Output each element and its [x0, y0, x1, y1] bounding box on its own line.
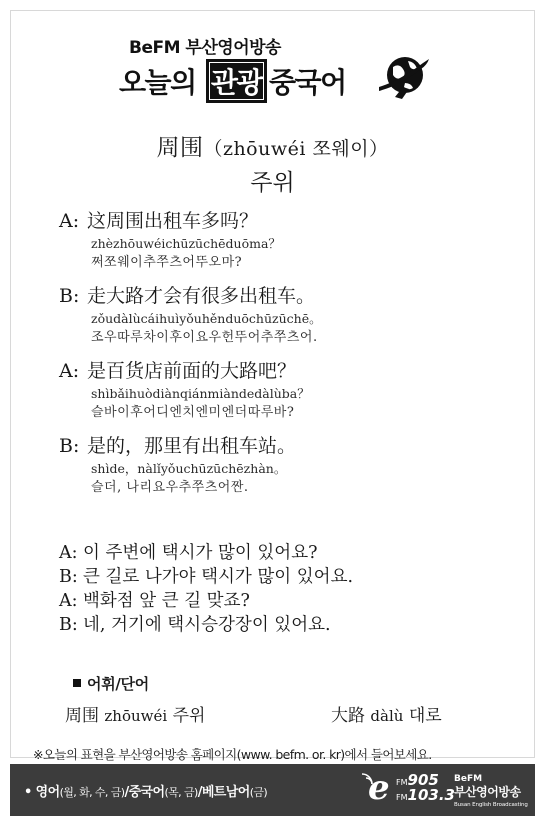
station-name — [454, 773, 528, 812]
program-header — [11, 25, 534, 115]
dialogue-turn — [59, 434, 519, 497]
expression-pinyin: （zhōuwéi 쪼웨이） — [203, 138, 389, 160]
vocab-chinese: 大路 — [331, 706, 365, 726]
frequencies — [396, 771, 455, 804]
brand-line: BeFM 부산영어방송 — [129, 38, 281, 58]
fm-label: FM — [396, 793, 408, 802]
speaker-label: A: — [59, 543, 78, 563]
vocab-korean: 주위 — [172, 706, 206, 726]
vocabulary-heading — [73, 673, 149, 694]
pinyin-line: zhèzhōuwéichūzūchēduōma？ — [91, 236, 281, 251]
lesson-card — [10, 10, 535, 762]
schedule-vietnamese-days: (금) — [249, 786, 268, 799]
translation-line — [59, 541, 519, 565]
vocabulary-heading-text: 어휘/단어 — [87, 675, 149, 693]
korean-translation — [59, 541, 519, 637]
translation-text: 큰 길로 나가야 택시가 많이 있어요. — [83, 567, 354, 587]
fm-label: FM — [396, 778, 408, 787]
vocab-chinese: 周围 — [65, 706, 99, 726]
schedule-chinese-days: (목, 금) — [164, 786, 198, 799]
chinese-line: 走大路才会有很多出租车。 — [87, 285, 316, 307]
translation-line — [59, 613, 519, 637]
schedule-english-days: (월, 화, 수, 금) — [59, 786, 125, 799]
translation-text: 이 주변에 택시가 많이 있어요? — [83, 543, 318, 563]
dialogue-turn — [59, 359, 519, 422]
chinese-line: 是百货店前面的大路吧？ — [87, 360, 297, 382]
speaker-label: A: — [59, 591, 78, 611]
vocab-pinyin: dàlù — [370, 707, 404, 725]
program-title-pre: 오늘의 — [119, 66, 204, 99]
dialogue-turn — [59, 209, 519, 272]
bullet: • — [24, 785, 36, 800]
schedule-chinese: /중국어 — [124, 785, 165, 800]
logo-letter: e — [368, 768, 390, 808]
schedule-vietnamese: /베트남어 — [197, 785, 250, 800]
station-english: BeFM — [454, 774, 483, 784]
website-note: ※오늘의 표현을 부산영어방송 홈페이지(www. befm. or. kr)에서 들어보세요. — [33, 747, 432, 762]
chinese-line: 是的，那里有出租车站。 — [87, 435, 297, 457]
vocab-pinyin: zhōuwéi — [104, 707, 168, 725]
dialogue-turn — [59, 284, 519, 347]
program-title — [119, 59, 346, 103]
vocabulary-item — [65, 701, 205, 726]
program-title-box: 관광 — [206, 59, 267, 103]
expression-title — [11, 129, 534, 162]
broadcast-schedule — [24, 781, 267, 800]
frequency-primary: 905 — [407, 771, 439, 789]
expression-korean: 주위 — [250, 170, 295, 196]
chinese-line: 这周围出租车多吗？ — [87, 210, 259, 232]
translation-text: 백화점 앞 큰 길 맞죠? — [83, 591, 250, 611]
pinyin-line: zǒudàlùcáihuìyǒuhěnduōchūzūchē。 — [91, 311, 322, 326]
speaker-label: B: — [59, 435, 80, 457]
globe-icon — [375, 47, 437, 109]
vocab-korean: 대로 — [408, 706, 442, 726]
speaker-label: A: — [59, 360, 80, 382]
speaker-label: B: — [59, 615, 78, 635]
reading-line: 슬더, 나리요우추쭈츠어짠. — [91, 480, 249, 495]
speaker-label: A: — [59, 210, 80, 232]
dialogue — [59, 209, 519, 509]
expression-chinese: 周围 — [156, 135, 204, 161]
footer-banner — [10, 764, 535, 816]
reading-line: 쩌쪼웨이추쭈츠어뚜오마? — [91, 255, 243, 270]
reading-line: 조우따루차이후이요우헌뚜어추쭈츠어. — [91, 330, 318, 345]
translation-line — [59, 565, 519, 589]
speaker-label: B: — [59, 567, 78, 587]
pinyin-line: shìbǎihuòdiànqiánmiàndedàlùba？ — [91, 386, 310, 401]
reading-line: 슬바이후어디엔치엔미엔더따루바? — [91, 405, 295, 420]
station-logo — [358, 764, 535, 816]
translation-line — [59, 589, 519, 613]
speaker-label: B: — [59, 285, 80, 307]
station-subtitle: Busan English Broadcasting — [454, 802, 528, 808]
vocabulary-item — [331, 701, 442, 726]
translation-text: 네, 거기에 택시승강장이 있어요. — [83, 615, 331, 635]
station-korean: 부산영어방송 — [454, 785, 521, 799]
square-bullet-icon — [73, 679, 81, 687]
program-title-post: 중국어 — [269, 66, 346, 99]
frequency-secondary: 103.3 — [407, 786, 455, 804]
schedule-english: 영어 — [35, 785, 60, 800]
pinyin-line: shìde，nàlǐyǒuchūzūchēzhàn。 — [91, 461, 287, 476]
